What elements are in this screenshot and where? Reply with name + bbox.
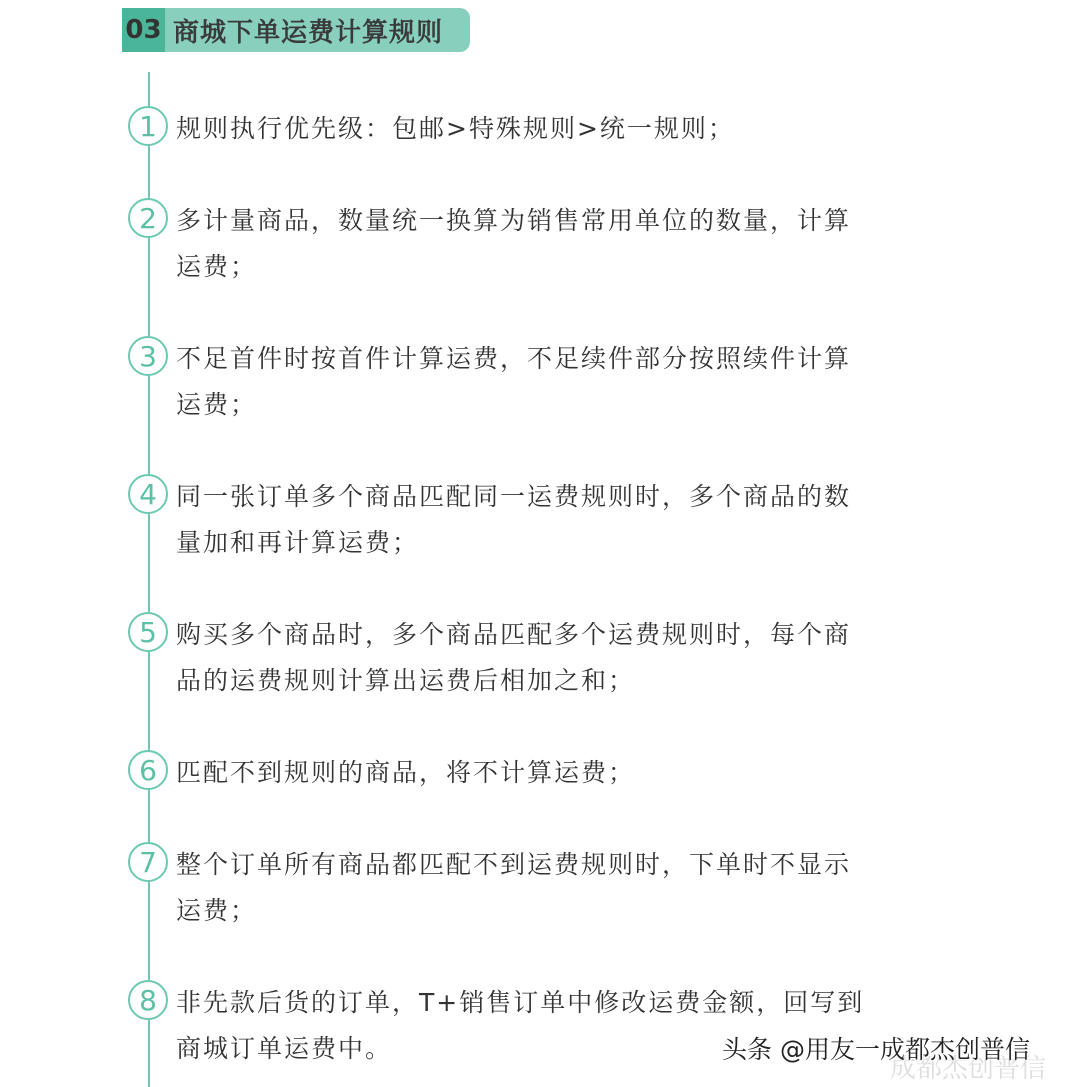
list-item — [126, 612, 866, 704]
list-item — [126, 842, 866, 934]
number-circle: 6 — [128, 750, 168, 790]
section-header — [122, 8, 470, 52]
item-text: 多计量商品，数量统一换算为销售常用单位的数量，计算运费； — [176, 206, 852, 281]
list-item — [126, 474, 866, 566]
item-text: 不足首件时按首件计算运费，不足续件部分按照续件计算运费； — [176, 344, 852, 419]
item-text: 购买多个商品时，多个商品匹配多个运费规则时，每个商品的运费规则计算出运费后相加之和； — [176, 620, 852, 695]
section-title: 商城下单运费计算规则 — [173, 17, 444, 48]
item-text: 匹配不到规则的商品，将不计算运费； — [176, 758, 636, 787]
item-text: 整个订单所有商品都匹配不到运费规则时，下单时不显示运费； — [176, 850, 852, 925]
weibo-watermark: 成都杰创普信 — [890, 1054, 1047, 1084]
number-circle: 4 — [128, 474, 168, 514]
number-circle: 1 — [128, 106, 168, 146]
number-circle: 2 — [128, 198, 168, 238]
toutiao-watermark: 头条 @用友一成都杰创普信 — [722, 1035, 1030, 1064]
number-circle: 3 — [128, 336, 168, 376]
item-text: 非先款后货的订单，T+销售订单中修改运费金额，回写到商城订单运费中。 — [176, 988, 865, 1063]
list-item — [126, 198, 866, 290]
list-item — [126, 750, 866, 796]
list-item — [126, 106, 866, 152]
item-text: 规则执行优先级：包邮>特殊规则>统一规则； — [176, 114, 735, 143]
item-text: 同一张订单多个商品匹配同一运费规则时，多个商品的数量加和再计算运费； — [176, 482, 852, 557]
list-item — [126, 336, 866, 428]
number-circle: 8 — [128, 980, 168, 1020]
number-circle: 5 — [128, 612, 168, 652]
section-number: 03 — [122, 8, 165, 52]
number-circle: 7 — [128, 842, 168, 882]
